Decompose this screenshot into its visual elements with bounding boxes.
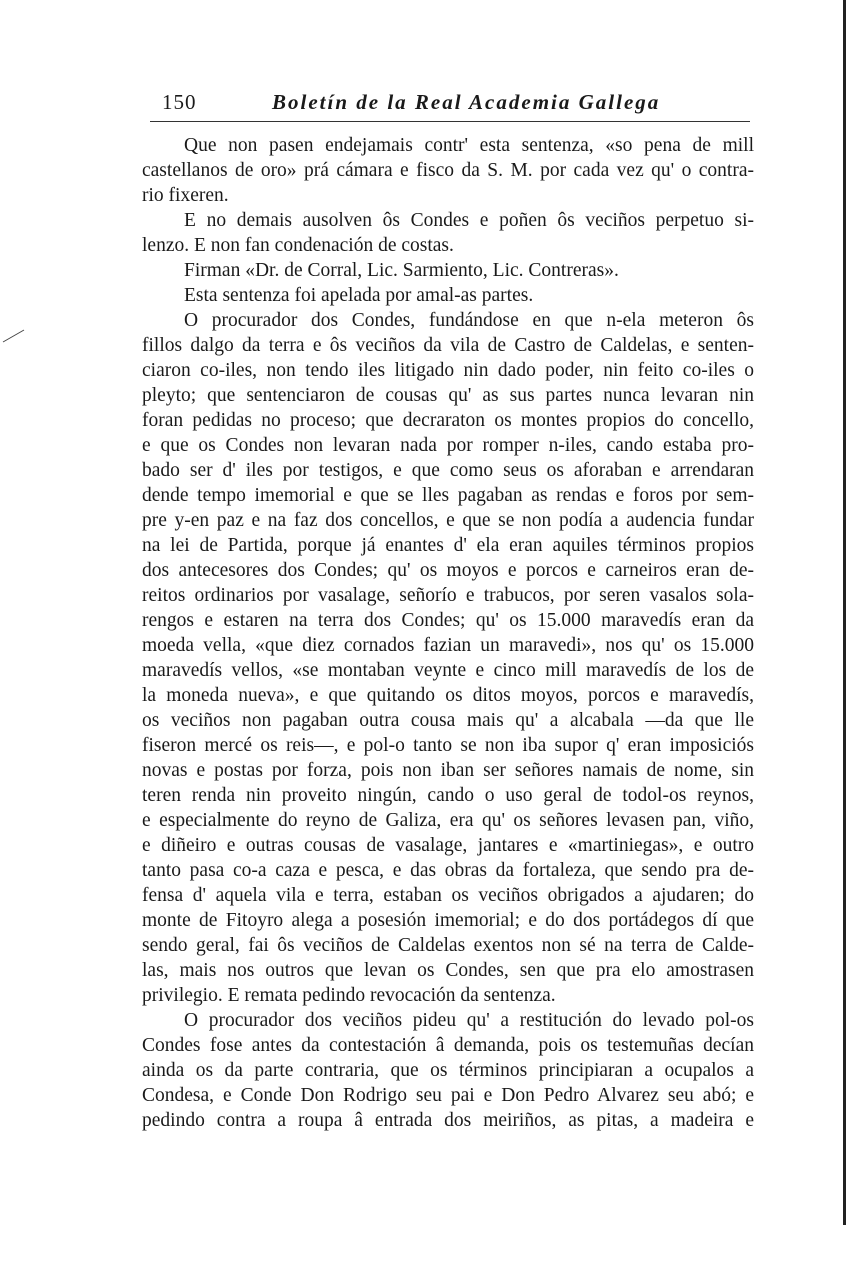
text-line: E no demais ausolven ôs Condes e poñen ôs veciños perpetuo si- [184, 210, 754, 231]
text-line: e especialmente do reyno de Galiza, era qu' os señores levasen pan, viño, [142, 810, 754, 831]
text-line: e que os Condes non levaran nada por romper n-iles, cando estaba pro- [142, 435, 754, 456]
text-line: pedindo contra a roupa â entrada dos meiriños, as pitas, a madeira e [142, 1110, 754, 1131]
text-line: novas e postas por forza, pois non iban ser señores namais de nome, sin [142, 760, 754, 781]
text-line: os veciños non pagaban outra cousa mais qu' a alcabala —da que lle [142, 710, 754, 731]
page-edge-line [843, 0, 846, 1225]
text-line: pre y-en paz e na faz dos concellos, e que se non podía a audencia fundar [142, 510, 754, 531]
text-line: rio fixeren. [142, 185, 229, 206]
text-line: tanto pasa co-a caza e pesca, e das obras da fortaleza, que sendo pra de- [142, 860, 754, 881]
margin-pencil-mark [2, 328, 26, 344]
running-title: Boletín de la Real Academia Gallega [272, 90, 661, 114]
text-line: teren renda nin proveito ningún, cando o uso geral de todol-os reynos, [142, 785, 754, 806]
page-number: 150 [162, 90, 197, 114]
text-line: na lei de Partida, porque já enantes d' ela eran aquiles términos propios [142, 535, 754, 556]
text-line: castellanos de oro» prá cámara e fisco da S. M. por cada vez qu' o contra- [142, 160, 754, 181]
text-line: O procurador dos veciños pideu qu' a restitución do levado pol-os [184, 1010, 754, 1031]
text-line: moeda vella, «que diez cornados fazian un maravedi», nos qu' os 15.000 [142, 635, 754, 656]
text-line: la moneda nueva», e que quitando os ditos moyos, porcos e maravedís, [142, 685, 754, 706]
text-line: fensa d' aquela vila e terra, estaban os veciños obrigados a ajudaren; do [142, 885, 754, 906]
text-line: bado ser d' iles por testigos, e que como seus os aforaban e arrendaran [142, 460, 754, 481]
text-line: fillos dalgo da terra e ôs veciños da vila de Castro de Caldelas, e senten- [142, 335, 754, 356]
text-line: ainda os da parte contraria, que os términos principiaran a ocupalos a [142, 1060, 754, 1081]
text-line: Esta sentenza foi apelada por amal-as partes. [184, 285, 534, 306]
text-line: dende tempo imemorial e que se lles pagaban as rendas e foros por sem- [142, 485, 754, 506]
text-line: pleyto; que sentenciaron de cousas qu' as sus partes nunca levaran nin [142, 385, 754, 406]
text-line: rengos e estaren na terra dos Condes; qu' os 15.000 maravedís eran da [142, 610, 754, 631]
text-line: e diñeiro e outras cousas de vasalage, jantares e «martiniegas», e outro [142, 835, 754, 856]
text-line: O procurador dos Condes, fundándose en que n-ela meteron ôs [184, 310, 754, 331]
text-line: ciaron co-iles, non tendo iles litigado nin dado poder, nin feito co-iles o [142, 360, 754, 381]
text-line: sendo geral, fai ôs veciños de Caldelas exentos non sé na terra de Calde- [142, 935, 754, 956]
header-rule [150, 121, 750, 122]
text-line: lenzo. E non fan condenación de costas. [142, 235, 454, 256]
text-line: dos antecesores dos Condes; qu' os moyos e porcos e carneiros eran de- [142, 560, 754, 581]
text-line: maravedís vellos, «se montaban veynte e cinco mill maravedís de los de [142, 660, 754, 681]
text-line: Que non pasen endejamais contr' esta sentenza, «so pena de mill [184, 135, 754, 156]
text-line: privilegio. E remata pedindo revocación da sentenza. [142, 985, 556, 1006]
page-header [150, 88, 750, 118]
text-line: reitos ordinarios por vasalage, señorío e trabucos, por seren vasalos sola- [142, 585, 754, 606]
text-line: Condesa, e Conde Don Rodrigo seu pai e Don Pedro Alvarez seu abó; e [142, 1085, 754, 1106]
text-line: Condes fose antes da contestación â demanda, pois os testemuñas decían [142, 1035, 754, 1056]
text-line: las, mais nos outros que levan os Condes, sen que pra elo amostrasen [142, 960, 754, 981]
text-line: monte de Fitoyro alega a posesión imemorial; e do dos portádegos dí que [142, 910, 754, 931]
text-line: foran pedidas no proceso; que decraraton os montes propios do concello, [142, 410, 754, 431]
text-line: fiseron mercé os reis—, e pol-o tanto se non iba supor q' eran imposiciós [142, 735, 754, 756]
text-line: Firman «Dr. de Corral, Lic. Sarmiento, Lic. Contreras». [184, 260, 619, 281]
